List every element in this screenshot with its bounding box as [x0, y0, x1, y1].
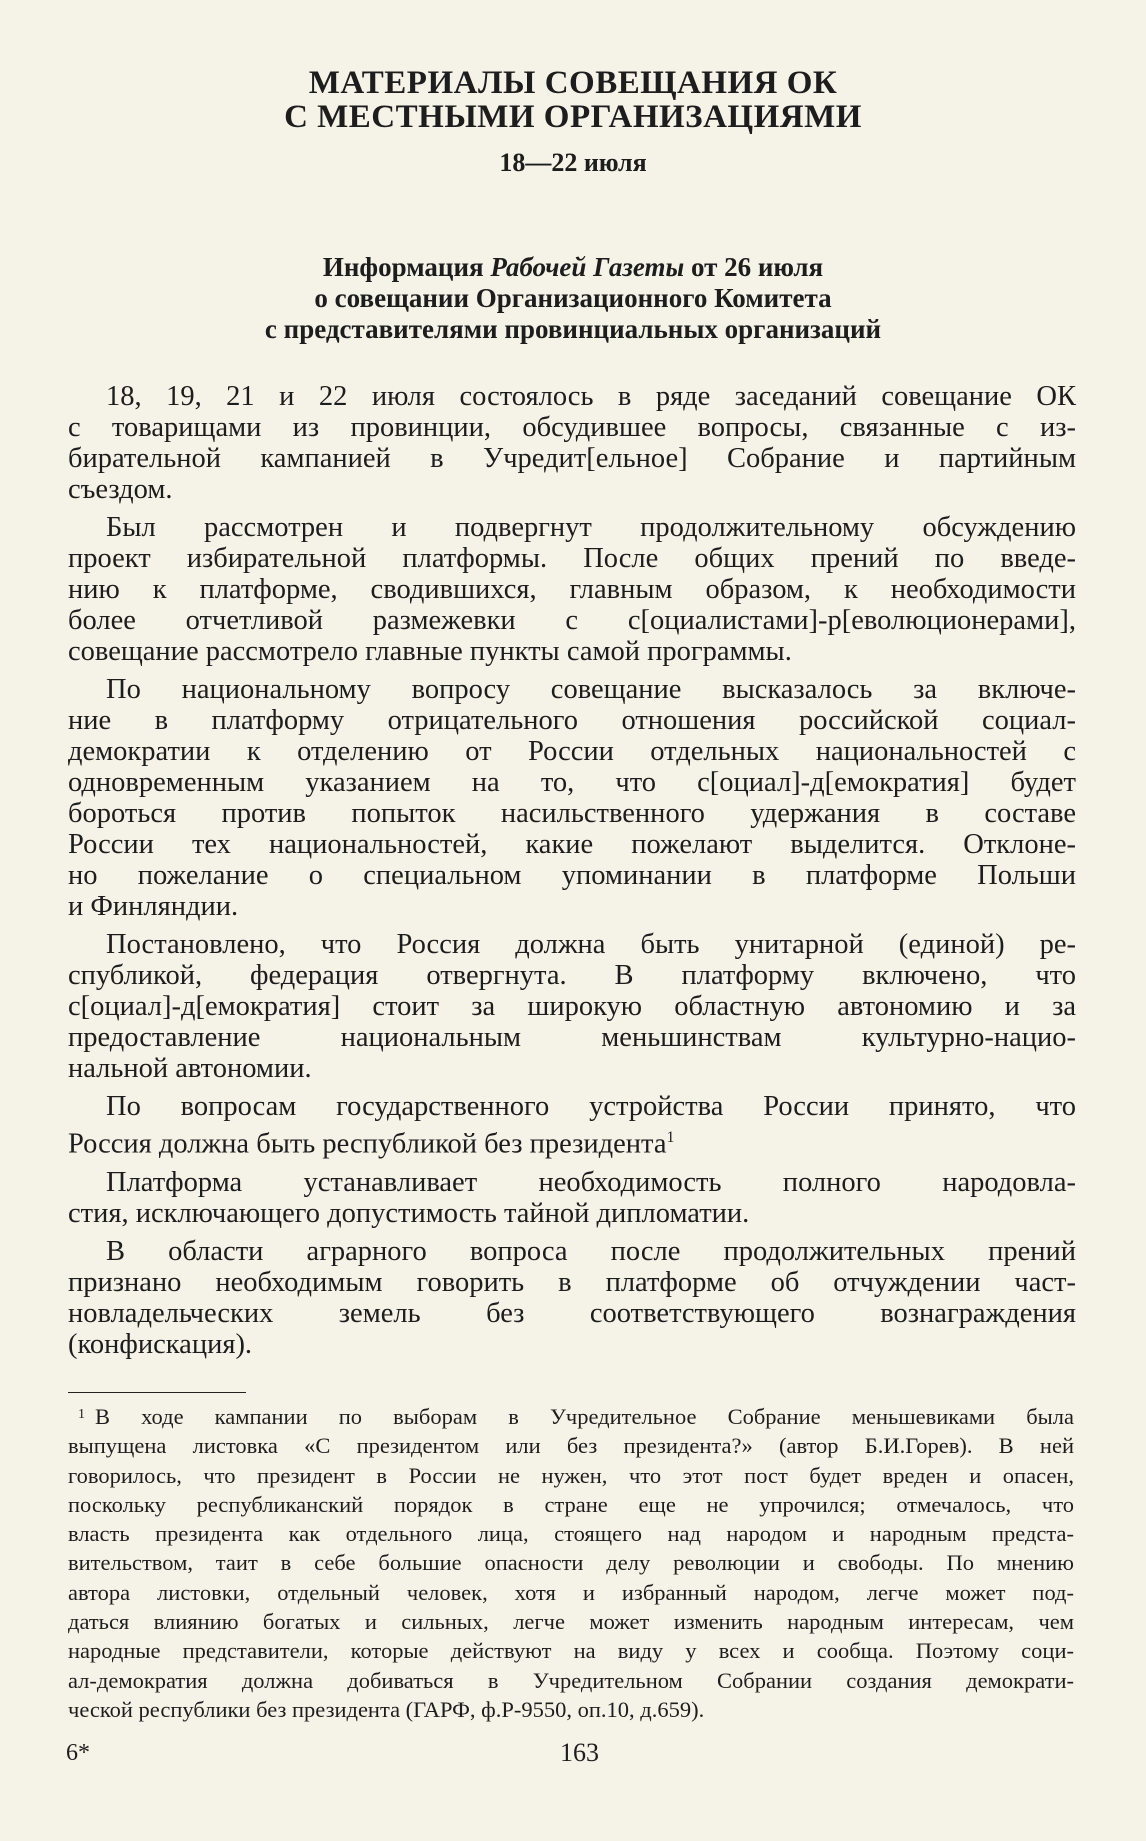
text-line: (конфискация). [68, 1328, 253, 1360]
text-line: Россия должна быть республикой без президента$^1$ [68, 1128, 675, 1160]
document-heading-line: о совещании Организационного Комитета [314, 283, 832, 313]
paragraph [68, 1236, 1076, 1360]
heading-prefix: Информация [322, 252, 491, 282]
text-line: бороться против попыток насильственного удержания в составе [68, 798, 1076, 829]
text-line: признано необходимым говорить в платформе об отчуждении част- [68, 1266, 1076, 1298]
text-line: По вопросам государственного устройства России принято, что [106, 1091, 1076, 1122]
text-line: Постановлено, что Россия должна быть унитарной (единой) ре- [106, 929, 1076, 960]
paragraph [68, 929, 1076, 1084]
footnote [68, 1400, 1074, 1724]
paragraph [68, 512, 1076, 667]
text-line: одновременным указанием на то, что с[оциал]-д[емократия] будет [68, 767, 1076, 798]
footnote-line: власть президента как отдельного лица, стоящего над народом и народным предста- [68, 1521, 1074, 1547]
footnote-line: ал-демократия должна добиваться в Учредительном Собрании создания демократи- [68, 1667, 1074, 1693]
footnote-line: поскольку республиканский порядок в стране еще не упрочился; отмечалось, что [68, 1491, 1074, 1517]
text-line: спубликой, федерация отвергнута. В платформу включено, что [68, 960, 1076, 991]
text-line: более отчетливой размежевки с с[оциалистами]-р[еволюционерами], [68, 605, 1076, 636]
footnote-line: ческой республики без президента (ГАРФ, ф.Р-9550, оп.10, д.659). [68, 1696, 705, 1722]
text-line: Был рассмотрен и подвергнут продолжительному обсуждению [106, 512, 1076, 543]
text-line: и Финляндии. [68, 891, 239, 922]
section-title-line: МАТЕРИАЛЫ СОВЕЩАНИЯ ОК [308, 65, 838, 101]
footnote-text: В ходе кампании по выборам в Учредительное Собрание меньшевиками была [95, 1404, 1074, 1429]
text-line: России тех национальностей, какие пожелают выделится. Отклоне- [68, 829, 1076, 860]
text-line: стия, исключающего допустимость тайной дипломатии. [68, 1197, 750, 1229]
footnote-line: народные представители, которые действуют на виду у всех и сообща. Поэтому соци- [68, 1638, 1074, 1664]
document-heading-line [0, 252, 1146, 283]
text-line: ние в платформу отрицательного отношения российской социал- [68, 705, 1076, 736]
footnote-line: говорилось, что президент в России не нужен, что этот пост будет вреден и опасен, [68, 1462, 1074, 1488]
text-line: проект избирательной платформы. После общих прений по введе- [68, 543, 1076, 574]
footnote-line: автора листовки, отдельный человек, хотя и избранный народом, легче может под- [68, 1579, 1074, 1605]
heading-suffix: от 26 июля [684, 252, 824, 282]
text-line: съездом. [68, 474, 173, 505]
document-heading-line: с представителями провинциальных организаций [264, 314, 882, 344]
footnote-line: даться влиянию богатых и сильных, легче может изменить народным интересам, чем [68, 1609, 1074, 1635]
footnote-reference: 1 [666, 1129, 675, 1146]
footnote-divider [68, 1392, 246, 1393]
page-number: 163 [560, 1738, 599, 1767]
paragraph [68, 674, 1076, 922]
text-line: Платформа устанавливает необходимость полного народовла- [106, 1166, 1076, 1198]
paragraph [68, 1167, 1076, 1229]
text-line: предоставление национальным меньшинствам культурно-нацио- [68, 1022, 1076, 1053]
section-dates: 18—22 июля [499, 148, 647, 177]
text-line: нальной автономии. [68, 1053, 312, 1084]
text-line: с товарищами из провинции, обсудившее вопросы, связанные с из- [68, 412, 1076, 443]
text-line: новладельческих земель без соответствующего вознаграждения [68, 1297, 1076, 1329]
text-line: По национальному вопросу совещание высказалось за включе- [106, 674, 1076, 705]
footnote-line [68, 1400, 1074, 1431]
document-heading [0, 252, 1146, 345]
printer-signature: 6* [66, 1740, 90, 1766]
footnote-line: выпущена листовка «С президентом или без президента?» (автор Б.И.Горев). В ней [68, 1433, 1074, 1459]
footnote-marker: 1 [78, 1407, 85, 1422]
text-line: 18, 19, 21 и 22 июля состоялось в ряде заседаний совещание ОК [106, 381, 1076, 412]
footnote-line: вительством, таит в себе большие опасности делу революции и свободы. По мнению [68, 1550, 1074, 1576]
paragraph [68, 381, 1076, 505]
newspaper-name: Рабочей Газеты [490, 252, 685, 282]
text-line: но пожелание о специальном упоминании в платформе Польши [68, 860, 1076, 891]
text-line: с[оциал]-д[емократия] стоит за широкую областную автономию и за [68, 991, 1076, 1022]
body-text [68, 381, 1076, 1367]
section-title [0, 66, 1146, 134]
text-line: В области аграрного вопроса после продолжительных прений [106, 1235, 1076, 1267]
text-line: нию к платформе, сводившихся, главным образом, к необходимости [68, 574, 1076, 605]
section-title-line: С МЕСТНЫМИ ОРГАНИЗАЦИЯМИ [284, 99, 862, 135]
text-line: совещание рассмотрело главные пункты самой программы. [68, 636, 792, 667]
text-line: бирательной кампанией в Учредит[ельное] Собрание и партийным [68, 443, 1076, 474]
text-line: демократии к отделению от России отдельных национальностей с [68, 736, 1076, 767]
paragraph [68, 1091, 1076, 1160]
